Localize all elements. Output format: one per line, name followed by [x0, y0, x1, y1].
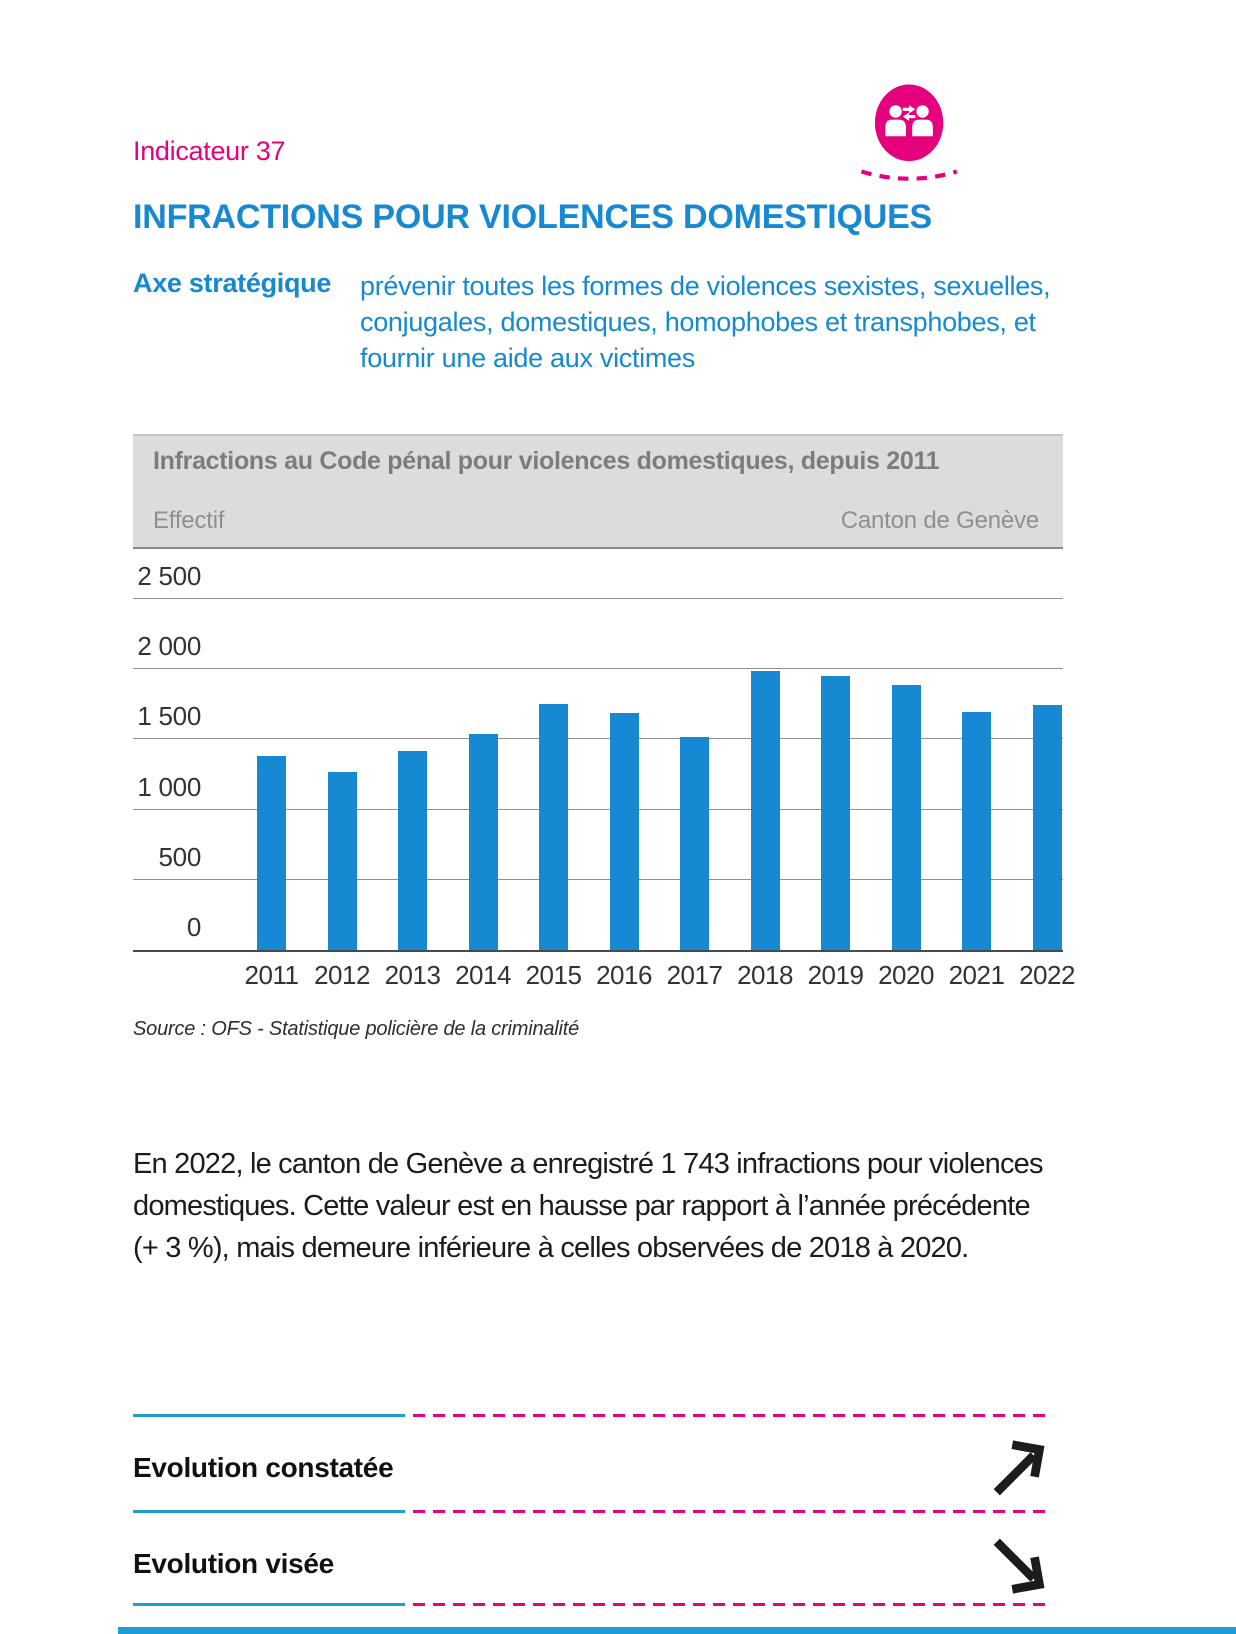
- chart-title: Infractions au Code pénal pour violences domestiques, depuis 2011: [153, 447, 940, 475]
- x-tick-label: 2017: [666, 960, 723, 990]
- bar-2011: [257, 756, 286, 950]
- x-tick-label: 2019: [807, 960, 864, 990]
- x-axis-labels: [133, 960, 1075, 994]
- indicator-label: Indicateur 37: [133, 136, 286, 166]
- bar-2017: [680, 737, 709, 950]
- y-tick-label: 2 000: [137, 631, 201, 662]
- footer-band: [118, 1627, 1236, 1634]
- bar-2018: [751, 671, 780, 950]
- x-tick-label: 2021: [948, 960, 1005, 990]
- divider: [133, 1510, 1050, 1513]
- bar-2019: [821, 676, 850, 950]
- region-label: Canton de Genève: [840, 507, 1039, 534]
- commentary-paragraph: En 2022, le canton de Genève a enregistré 1 743 infractions pour violences domestiques. Cette valeur est en hausse par rapport à l’année précédente (+ 3 %), mais demeure inférieure à celles observées de 2018 à 2020.: [133, 1148, 1043, 1264]
- y-tick-label: 500: [158, 841, 201, 872]
- gridline-2000: [133, 668, 1063, 669]
- divider-blue-segment: [133, 1603, 405, 1606]
- bar-2013: [398, 751, 427, 950]
- bar-2015: [539, 704, 568, 950]
- chart-header-box: [133, 434, 1063, 549]
- bar-2020: [892, 685, 921, 950]
- axis-description-line: prévenir toutes les formes de violences sexistes, sexuelles,: [360, 271, 1051, 301]
- divider-dashed-segment: [413, 1414, 1050, 1417]
- axis-description-line: conjugales, domestiques, homophobes et transphobes, et: [360, 307, 1036, 337]
- y-tick-label: 2 500: [137, 561, 201, 591]
- arrow-up-right-icon: [990, 1436, 1052, 1500]
- evolution-target-label: Evolution visée: [133, 1548, 334, 1579]
- x-tick-label: 2022: [1019, 960, 1075, 990]
- strategic-axis-label: Axe stratégique: [133, 268, 332, 298]
- chart-source: Source : OFS - Statistique policière de la criminalité: [133, 1018, 580, 1040]
- x-tick-label: 2012: [314, 960, 370, 990]
- bar-2014: [469, 734, 498, 950]
- bar-2016: [610, 713, 639, 950]
- x-tick-label: 2015: [525, 960, 582, 990]
- axis-description-line: fournir une aide aux victimes: [360, 343, 695, 373]
- arrow-down-right-icon: [990, 1534, 1052, 1598]
- divider-blue-segment: [133, 1510, 405, 1513]
- y-axis-unit-label: Effectif: [153, 507, 225, 534]
- gridline-2500: [133, 598, 1063, 599]
- x-tick-label: 2014: [455, 960, 511, 990]
- x-tick-label: 2011: [244, 960, 299, 990]
- x-tick-label: 2016: [596, 960, 652, 990]
- y-tick-label: 1 000: [137, 771, 201, 802]
- people-exchange-icon: [855, 70, 959, 186]
- page-title: INFRACTIONS POUR VIOLENCES DOMESTIQUES: [133, 198, 933, 236]
- divider-blue-segment: [133, 1414, 405, 1417]
- y-tick-label: 1 500: [137, 701, 201, 732]
- evolution-observed-label: Evolution constatée: [133, 1452, 394, 1483]
- chart-plot: [133, 549, 1063, 952]
- y-tick-label: 0: [186, 912, 201, 942]
- x-tick-label: 2013: [384, 960, 441, 990]
- divider-dashed-segment: [413, 1603, 1050, 1606]
- icon-background-ellipse: [875, 85, 943, 162]
- bar-2022: [1033, 705, 1062, 950]
- divider: [133, 1414, 1050, 1417]
- dashed-arc: [861, 172, 956, 179]
- bar-2012: [328, 772, 357, 950]
- divider-dashed-segment: [413, 1510, 1050, 1513]
- strategic-axis-description: [360, 268, 1050, 376]
- x-tick-label: 2018: [737, 960, 793, 990]
- chart-units-row: [153, 507, 1039, 535]
- divider: [133, 1603, 1050, 1606]
- x-tick-label: 2020: [878, 960, 934, 990]
- gridline-1500: [133, 738, 1063, 739]
- bar-2021: [962, 712, 991, 950]
